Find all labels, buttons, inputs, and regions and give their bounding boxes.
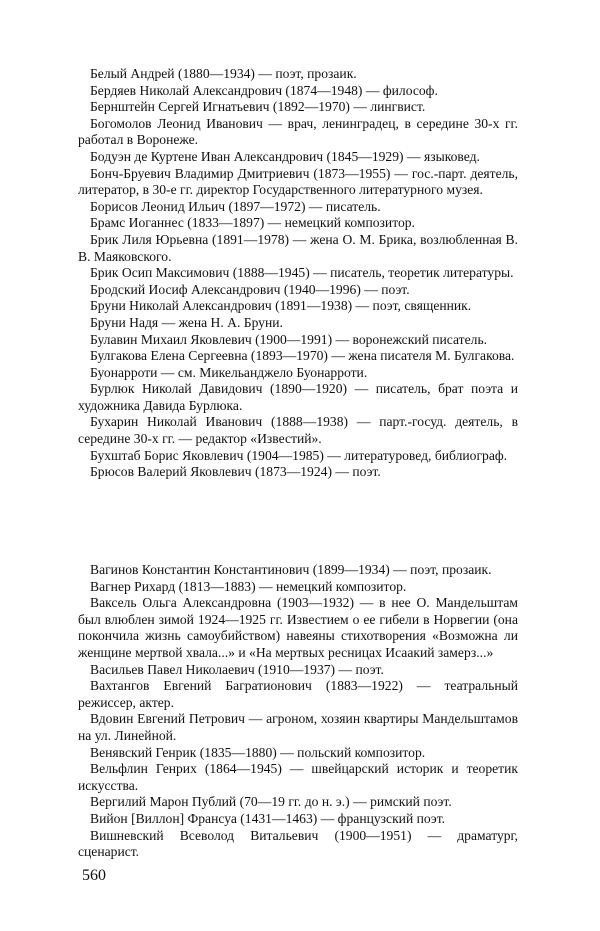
index-entry: Борисов Леонид Ильич (1897—1972) — писатель. [90,198,381,214]
index-entry: Бодуэн де Куртене Иван Александрович (1845—1929) — языковед. [90,148,480,164]
index-entry: Ваксель Ольга Александровна (1903—1932) — в нее О. Мандельштам был влюблен зимой 1924—1925 гг. Известием о ее гибели в Норвегии (она покончила жизнь самоубийством) навеяны стихотворения «Возможна ли женщине мертвой хвала...» и «На мертвых ресницах Исаакий замерз...» [78,595,518,660]
index-entry: Булавин Михаил Яковлевич (1900—1991) — воронежский писатель. [90,331,488,347]
index-entry: Богомолов Леонид Иванович — врач, ленинградец, в середине 30-х гг. работал в Воронеже. [78,115,518,148]
index-entry: Вельфлин Генрих (1864—1945) — швейцарский историк и теоретик искусства. [78,761,518,793]
index-entry: Вахтангов Евгений Багратионович (1883—1922) — театральный режиссер, актер. [78,678,518,710]
index-entry: Венявский Генрик (1835—1880) — польский композитор. [90,744,426,760]
index-entry: Бурлюк Николай Давидович (1890—1920) — писатель, брат поэта и художника Давида Бурлюка. [78,381,518,413]
index-entry: Булгакова Елена Сергеевна (1893—1970) — жена писателя М. Булгакова. [90,348,515,364]
index-entry: Брюсов Валерий Яковлевич (1873—1924) — поэт. [90,464,381,480]
index-entry: Вагнер Рихард (1813—1883) — немецкий композитор. [90,578,407,594]
index-section-v [78,562,518,861]
index-entry: Бердяев Николай Александрович (1874—1948) — философ. [90,82,438,98]
index-entry: Белый Андрей (1880—1934) — поэт, прозаик. [90,66,357,81]
page-number: 560 [82,867,106,884]
index-entry: Бродский Иосиф Александрович (1940—1996) — поэт. [90,281,410,297]
index-entry: Бруни Надя — жена Н. А. Бруни. [90,314,283,330]
index-entry: Бухштаб Борис Яковлевич (1904—1985) — литературовед, библиограф. [90,447,508,463]
index-entry: Буонарроти — см. Микельанджело Буонарроти. [90,364,368,380]
index-entry: Вийон [Виллон] Франсуа (1431—1463) — французский поэт. [90,810,446,826]
index-entry: Бонч-Бруевич Владимир Дмитриевич (1873—1955) — гос.-парт. деятель, литератор, в 30-е гг. директор Государственного литературного музея. [78,165,518,198]
index-entry: Вдовин Евгений Петрович — агроном, хозяин квартиры Мандельштамов на ул. Линейной. [78,711,518,743]
index-entry: Бухарин Николай Иванович (1888—1938) — парт.-госуд. деятель, в середине 30-х гг. — редактор «Известий». [78,414,518,447]
index-entry: Брик Осип Максимович (1888—1945) — писатель, теоретик литературы. [90,265,514,281]
index-entry: Бруни Николай Александрович (1891—1938) — поэт, священник. [90,298,472,314]
index-entry: Вергилий Марон Публий (70—19 гг. до н. э.) — римский поэт. [90,794,452,810]
index-entry: Бернштейн Сергей Игнатьевич (1892—1970) — лингвист. [90,99,426,115]
index-entry: Васильев Павел Николаевич (1910—1937) — поэт. [90,661,384,677]
index-entry: Вишневский Всеволод Витальевич (1900—1951) — драматург, сценарист. [78,827,518,860]
index-section-b [78,66,518,481]
index-entry: Брамс Иоганнес (1833—1897) — немецкий композитор. [90,215,415,231]
index-entry: Вагинов Константин Константинович (1899—1934) — поэт, прозаик. [90,562,492,577]
index-entry: Брик Лиля Юрьевна (1891—1978) — жена О. М. Брика, возлюбленная В. В. Маяковского. [78,231,518,264]
